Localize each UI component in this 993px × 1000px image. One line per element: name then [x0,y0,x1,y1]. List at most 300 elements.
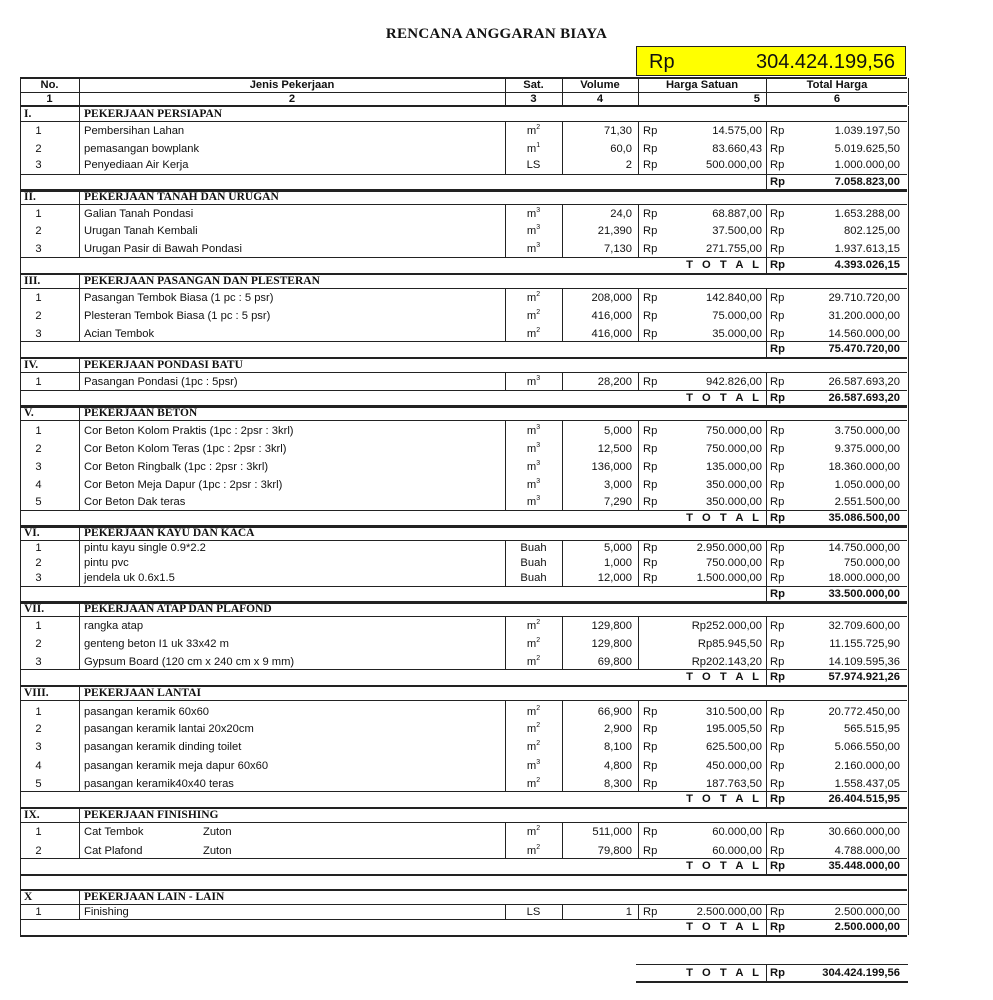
row-total: 30.660.000,00 [828,826,900,838]
subtotal-label: T O T A L [686,392,762,404]
subtotal-label: T O T A L [686,921,762,933]
row-price-currency: Rp [643,292,658,304]
row-volume: 4,800 [604,760,632,772]
row-total-currency: Rp [770,443,785,455]
column-rule [20,174,21,190]
row-unit [505,571,562,585]
section-number: VII. [24,603,45,615]
column-rule [908,289,909,341]
row-volume: 12,000 [597,572,632,584]
section-rule [20,420,907,421]
row-number: 1 [35,620,42,632]
row-total-currency: Rp [770,778,785,790]
column-rule [20,341,21,357]
row-unit-text: m [526,443,537,455]
subtotal-value: 33.500.000,00 [828,588,900,600]
row-number: 1 [35,376,42,388]
row-unit-price: 75.000,00 [712,310,762,322]
row-volume: 66,900 [597,706,632,718]
row-description: Galian Tanah Pondasi [84,208,194,220]
column-rule [908,174,909,190]
row-unit-price: 83.660,43 [712,143,762,155]
row-description: pasangan keramik 60x60 [84,706,210,718]
column-rule [20,510,21,526]
row-number: 5 [35,778,42,790]
column-rule [908,78,909,105]
row-unit-text: m [526,125,537,137]
row-volume: 21,390 [597,225,632,237]
row-unit-price: 450.000,00 [706,760,762,772]
section-number: IX. [24,809,40,821]
row-description: Cor Beton Kolom Teras (1pc : 2psr : 3krl) [84,443,287,455]
row-unit [505,777,562,791]
row-unit-price: 1.500.000,00 [696,572,762,584]
subtotal-value: 2.500.000,00 [834,921,900,933]
header-col-number: 6 [833,93,841,105]
row-unit-price: 37.500,00 [712,225,762,237]
row-total: 1.050.000,00 [834,479,900,491]
row-volume: 3,000 [604,479,632,491]
section-title: PEKERJAAN ATAP DAN PLAFOND [84,603,272,615]
row-price-currency: Rp [643,125,658,137]
subtotal-currency: Rp [770,588,785,600]
row-unit [505,722,562,736]
section-number: IV. [24,359,39,371]
section-rule [20,700,907,701]
column-rule [79,357,80,373]
row-total-currency: Rp [770,638,785,650]
row-total-currency: Rp [770,376,785,388]
column-rule [20,390,21,406]
row-unit-text: m [526,225,537,237]
header-col-number: 2 [288,93,296,105]
row-price-currency: Rp [643,461,658,473]
subtotal-currency: Rp [770,671,785,683]
subtotal-currency: Rp [770,259,785,271]
row-description: pintu pvc [84,557,129,569]
row-unit-price: 750.000,00 [706,443,762,455]
row-volume: 1 [625,906,632,918]
subtotal-value: 35.448.000,00 [828,860,900,872]
row-volume: 5,000 [604,425,632,437]
row-description: Cat Tembok [84,826,144,838]
section-bottom-rule [20,874,907,876]
column-rule [908,421,909,510]
row-number: 1 [35,292,42,304]
row-unit-text: m [526,760,537,772]
final-total-label: T O T A L [686,967,762,979]
header-volume: Volume [580,79,620,91]
column-rule [20,525,21,541]
row-unit-exponent: 2 [536,619,541,626]
row-total: 26.587.693,20 [828,376,900,388]
row-description: Cor Beton Dak teras [84,496,186,508]
column-rule [908,669,909,685]
row-unit [505,619,562,633]
column-rule [908,541,909,586]
row-unit-exponent: 2 [536,637,541,644]
row-number: 1 [35,208,42,220]
section-rule [20,121,907,122]
row-price-currency: Rp [643,225,658,237]
row-description: pasangan keramik lantai 20x20cm [84,723,254,735]
row-description: Acian Tembok [84,328,155,340]
row-description: Cor Beton Ringbalk (1pc : 2psr : 3krl) [84,461,269,473]
row-unit [505,327,562,341]
column-rule [908,357,909,373]
final-total-value: 304.424.199,56 [822,967,900,979]
row-price-currency: Rp [643,159,658,171]
column-rule [20,669,21,685]
row-total-currency: Rp [770,461,785,473]
row-total: 20.772.450,00 [828,706,900,718]
subtotal-currency: Rp [770,343,785,355]
section-title: PEKERJAAN FINISHING [84,809,219,821]
row-unit-price: 350.000,00 [706,479,762,491]
row-unit [505,207,562,221]
row-unit [505,424,562,438]
subtotal-label: T O T A L [686,671,762,683]
section-rule [20,288,907,289]
section-rule [20,372,907,373]
section-bottom-rule [20,935,907,937]
row-unit-price: 35.000,00 [712,328,762,340]
column-rule [20,601,21,617]
row-unit-text: m [526,310,537,322]
row-description: Plesteran Tembok Biasa (1 pc : 5 psr) [84,310,271,322]
row-total-currency: Rp [770,656,785,668]
subtotal-value: 75.470.720,00 [828,343,900,355]
row-price-currency: Rp [643,143,658,155]
row-unit [505,556,562,570]
row-description: rangka atap [84,620,144,632]
header-harga: Harga Satuan [665,79,739,91]
row-description: Penyediaan Air Kerja [84,159,189,171]
row-volume: 1,000 [604,557,632,569]
row-unit-price: 187.763,50 [706,778,762,790]
row-unit-exponent: 3 [536,242,541,249]
row-number: 2 [35,143,42,155]
row-total-currency: Rp [770,826,785,838]
row-total: 5.019.625,50 [834,143,900,155]
row-unit [505,905,562,919]
row-unit-price: 14.575,00 [712,125,762,137]
row-total: 565.515,95 [844,723,900,735]
row-unit-exponent: 2 [536,722,541,729]
row-unit-price: 60.000,00 [712,845,762,857]
subtotal-currency: Rp [770,392,785,404]
section-title: PEKERJAAN PERSIAPAN [84,108,223,120]
subtotal-label: T O T A L [686,259,762,271]
row-total-currency: Rp [770,243,785,255]
row-description: pasangan keramik dinding toilet [84,741,242,753]
column-rule [908,685,909,701]
section-title: PEKERJAAN BETON [84,407,198,419]
row-price-currency: Rp [643,845,658,857]
subtotal-value: 7.058.823,00 [834,176,900,188]
row-unit [505,224,562,238]
row-volume: 511,000 [592,826,632,838]
row-unit-text: m [526,620,537,632]
row-unit-price: 2.950.000,00 [696,542,762,554]
row-unit [505,478,562,492]
row-unit-price: 271.755,00 [706,243,762,255]
row-unit-exponent: 3 [536,495,541,502]
subtotal-label: T O T A L [686,793,762,805]
page-title: RENCANA ANGGARAN BIAYA [385,26,608,42]
row-unit [505,740,562,754]
row-price-currency: Rp [643,706,658,718]
column-rule [908,807,909,823]
row-unit-text: LS [526,906,541,918]
row-unit [505,460,562,474]
row-price-currency: Rp [643,310,658,322]
row-unit-text: Buah [520,542,547,554]
row-unit-exponent: 2 [536,777,541,784]
row-total-currency: Rp [770,479,785,491]
row-total-currency: Rp [770,706,785,718]
column-rule [79,421,80,510]
header-col-number: 5 [753,93,760,105]
row-volume: 416,000 [591,328,632,340]
row-unit-price: 68.887,00 [712,208,762,220]
row-total-currency: Rp [770,496,785,508]
column-rule [908,106,909,122]
row-total: 2.500.000,00 [834,906,900,918]
row-unit-text: Buah [520,557,547,569]
row-unit-text: m [526,425,537,437]
row-unit-exponent: 2 [536,740,541,747]
row-price-currency: Rp [643,479,658,491]
column-rule [908,601,909,617]
row-unit-text: m [526,376,537,388]
column-rule [79,405,80,421]
final-total-rule [636,964,908,965]
row-description: Finishing [84,906,129,918]
column-rule [908,341,909,357]
column-rule [79,273,80,289]
row-unit-text: m [526,845,537,857]
row-unit-text: m [526,706,537,718]
row-unit-text: m [526,723,537,735]
row-total-currency: Rp [770,620,785,632]
column-rule [908,257,909,273]
column-rule [908,586,909,602]
column-rule [908,858,909,874]
row-total: 802.125,00 [844,225,900,237]
column-rule [20,273,21,289]
row-volume: 79,800 [597,845,632,857]
row-number: 1 [35,125,42,137]
row-price-currency: Rp [643,443,658,455]
row-number: 1 [35,425,42,437]
row-number: 2 [35,443,42,455]
row-volume: 71,30 [604,125,632,137]
column-rule [908,405,909,421]
column-rule [908,205,909,257]
row-number: 2 [35,557,42,569]
row-volume: 8,300 [604,778,632,790]
row-total-currency: Rp [770,310,785,322]
column-rule [908,390,909,406]
column-rule [79,122,80,174]
row-volume: 7,290 [604,496,632,508]
column-rule [20,791,21,807]
row-description: Cat Plafond [84,845,143,857]
subtotal-currency: Rp [770,860,785,872]
row-number: 2 [35,225,42,237]
row-volume: 28,200 [597,376,632,388]
row-unit [505,124,562,138]
column-rule [20,919,21,935]
row-unit-exponent: 2 [536,705,541,712]
row-number: 3 [35,741,42,753]
row-unit-price: 625.500,00 [706,741,762,753]
row-unit-exponent: 2 [536,655,541,662]
header-col-number: 3 [530,93,537,105]
row-volume: 69,800 [597,656,632,668]
section-title: PEKERJAAN PONDASI BATU [84,359,243,371]
row-total: 31.200.000,00 [828,310,900,322]
row-total: 1.039.197,50 [834,125,900,137]
row-unit-text: Buah [520,572,547,584]
row-total-currency: Rp [770,328,785,340]
section-title: PEKERJAAN LANTAI [84,687,202,699]
row-price-currency: Rp [643,376,658,388]
row-number: 3 [35,328,42,340]
row-unit-price: 135.000,00 [706,461,762,473]
row-unit-exponent: 3 [536,478,541,485]
column-rule [908,889,909,905]
final-total-currency: Rp [770,967,785,979]
row-unit-exponent: 2 [536,124,541,131]
row-number: 4 [35,479,42,491]
row-number: 3 [35,656,42,668]
row-price-currency: Rp [643,542,658,554]
column-rule [20,586,21,602]
row-volume: 129,800 [591,638,632,650]
row-unit-price: Rp202.143,20 [691,656,762,668]
row-total-currency: Rp [770,741,785,753]
row-unit-exponent: 2 [536,291,541,298]
column-rule [79,807,80,823]
row-unit-price: 2.500.000,00 [696,906,762,918]
subtotal-label: T O T A L [686,512,762,524]
row-number: 3 [35,572,42,584]
row-unit-text: m [526,208,537,220]
row-unit [505,705,562,719]
row-unit-exponent: 3 [536,424,541,431]
row-unit-text: LS [526,159,541,171]
grand-total-amount: 304.424.199,56 [755,51,895,73]
column-rule [79,189,80,205]
column-rule [79,823,80,858]
row-price-currency: Rp [643,778,658,790]
column-rule [20,257,21,273]
row-number: 2 [35,845,42,857]
row-total: 3.750.000,00 [834,425,900,437]
column-rule [908,874,909,889]
subtotal-currency: Rp [770,921,785,933]
row-description: Urugan Pasir di Bawah Pondasi [84,243,242,255]
column-rule [79,541,80,586]
row-number: 1 [35,826,42,838]
row-total: 29.710.720,00 [828,292,900,304]
column-rule [908,510,909,526]
row-total: 4.788.000,00 [834,845,900,857]
subtotal-currency: Rp [770,793,785,805]
row-price-currency: Rp [643,826,658,838]
row-total: 14.750.000,00 [828,542,900,554]
row-unit-price: 350.000,00 [706,496,762,508]
section-number: VIII. [24,687,49,699]
row-description: Pasangan Pondasi (1pc : 5psr) [84,376,238,388]
row-unit [505,442,562,456]
column-rule [908,189,909,205]
row-price-currency: Rp [643,572,658,584]
row-total-currency: Rp [770,125,785,137]
row-number: 5 [35,496,42,508]
row-price-currency: Rp [643,243,658,255]
row-total-currency: Rp [770,723,785,735]
row-unit-text: m [526,479,537,491]
row-total-currency: Rp [770,225,785,237]
row-total-currency: Rp [770,292,785,304]
row-unit-exponent: 3 [536,460,541,467]
row-total: 18.360.000,00 [828,461,900,473]
subtotal-value: 26.404.515,95 [828,793,900,805]
row-unit-price: Rp252.000,00 [691,620,762,632]
row-unit [505,825,562,839]
row-total-currency: Rp [770,208,785,220]
section-number: VI. [24,527,40,539]
column-rule [908,273,909,289]
row-number: 3 [35,159,42,171]
column-rule [908,919,909,935]
row-unit [505,844,562,858]
row-total-currency: Rp [770,542,785,554]
row-unit-text: m [526,292,537,304]
column-rule [908,823,909,858]
column-rule [79,617,80,669]
row-volume: 12,500 [597,443,632,455]
row-total: 2.551.500,00 [834,496,900,508]
row-unit [505,291,562,305]
row-unit-exponent: 2 [536,844,541,851]
row-total: 14.560.000,00 [828,328,900,340]
row-number: 3 [35,243,42,255]
row-number: 2 [35,310,42,322]
row-unit [505,541,562,555]
row-price-currency: Rp [643,496,658,508]
row-unit-exponent: 2 [536,327,541,334]
column-rule [908,122,909,174]
row-description: Pasangan Tembok Biasa (1 pc : 5 psr) [84,292,274,304]
row-unit-price: 500.000,00 [706,159,762,171]
row-unit-text: m [526,243,537,255]
row-total-currency: Rp [770,143,785,155]
row-unit-exponent: 1 [536,142,541,149]
row-number: 2 [35,723,42,735]
column-rule [908,617,909,669]
section-number: X [24,891,33,903]
row-total-currency: Rp [770,159,785,171]
row-number: 1 [35,542,42,554]
row-total: 32.709.600,00 [828,620,900,632]
column-rule [20,874,21,889]
section-number: I. [24,108,32,120]
column-rule [908,791,909,807]
